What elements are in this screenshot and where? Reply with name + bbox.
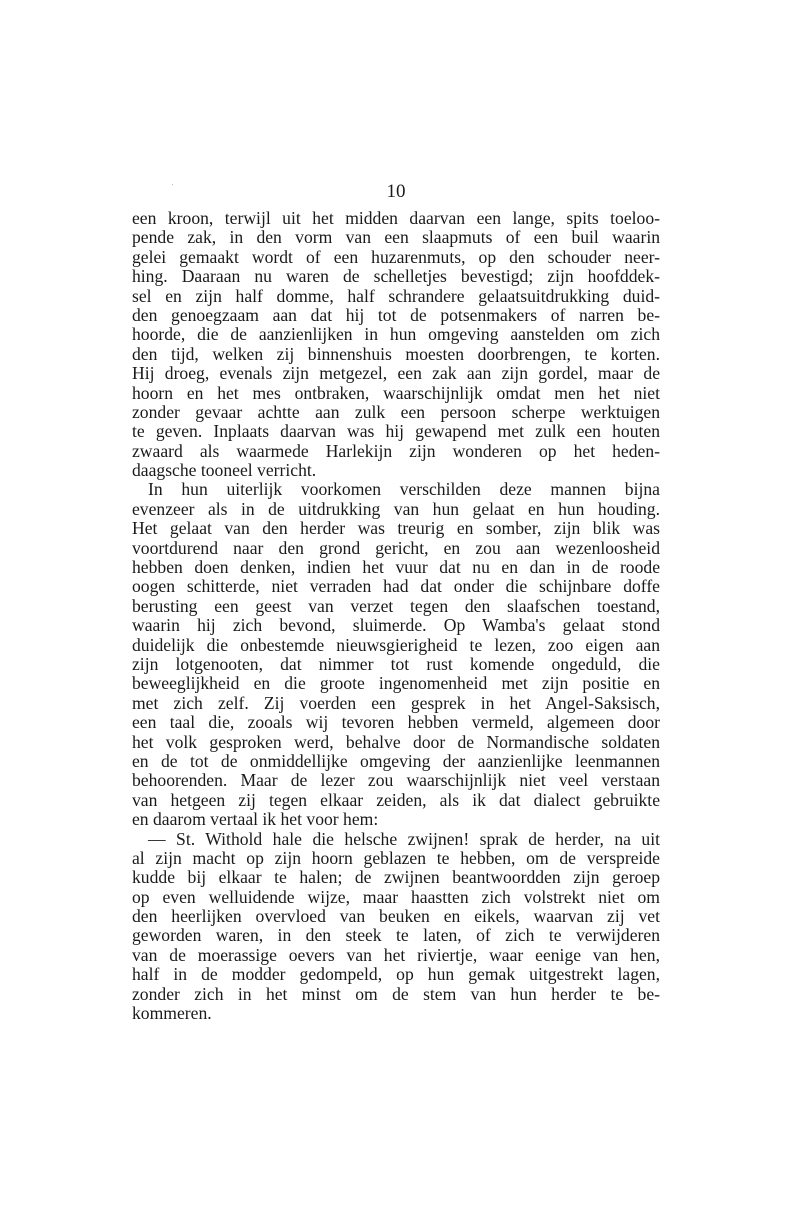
text-line: waarin hij zich bevond, sluimerde. Op Wamba's gelaat stond — [132, 616, 660, 636]
page-number: 10 — [386, 181, 406, 202]
text-line: pende zak, in den vorm van een slaapmuts of een buil waarin — [132, 228, 660, 248]
text-line: al zijn macht op zijn hoorn geblazen te hebben, om de verspreide — [132, 848, 660, 868]
text-line: Hij droeg, evenals zijn metgezel, een zak aan zijn gordel, maar de — [132, 364, 660, 384]
text-line: beweeglijkheid en die groote ingenomenheid met zijn positie en — [132, 674, 660, 694]
text-line: zonder gevaar achtte aan zulk een persoon scherpe werktuigen — [132, 402, 660, 422]
text-line: te geven. Inplaats daarvan was hij gewapend met zulk een houten — [132, 422, 660, 442]
text-line: zwaard als waarmede Harlekijn zijn wonderen op het heden- — [132, 441, 660, 461]
text-line: zijn lotgenooten, dat nimmer tot rust komende ongeduld, die — [132, 654, 660, 674]
text-line: zonder zich in het minst om de stem van hun herder te be- — [132, 984, 660, 1004]
text-line: een taal die, zooals wij tevoren hebben vermeld, algemeen door — [132, 713, 660, 733]
text-line: op even welluidende wijze, maar haastten zich volstrekt niet om — [132, 887, 660, 907]
text-line: half in de modder gedompeld, op hun gemak uitgestrekt lagen, — [132, 965, 660, 985]
text-line: den heerlijken overvloed van beuken en eikels, waarvan zij vet — [132, 907, 660, 927]
paragraph-start-line: — St. Withold hale die helsche zwijnen! sprak de herder, na uit — [148, 829, 660, 849]
text-line: hebben doen denken, indien het vuur dat nu en dan in de roode — [132, 558, 660, 578]
text-line: behoorenden. Maar de lezer zou waarschijnlijk niet veel verstaan — [132, 771, 660, 791]
text-line: duidelijk die onbestemde nieuwsgierigheid te lezen, zoo eigen aan — [132, 635, 660, 655]
text-line: het volk gesproken werd, behalve door de Normandische soldaten — [132, 732, 660, 752]
text-line: hoorn en het mes ontbraken, waarschijnlijk omdat men het niet — [132, 383, 660, 403]
text-line: geworden waren, in den steek te laten, of zich te verwijderen — [132, 926, 660, 946]
paragraph-end-line: en daarom vertaal ik het voor hem: — [132, 810, 379, 830]
text-line: den genoegzaam aan dat hij tot de potsenmakers of narren be- — [132, 305, 660, 325]
text-line: voortdurend naar den grond gericht, en zou aan wezenloosheid — [132, 538, 660, 558]
text-line: oogen schitterde, niet verraden had dat onder die schijnbare doffe — [132, 577, 660, 597]
text-line: van de moerassige oevers van het riviertje, waar eenige van hen, — [132, 945, 660, 965]
text-line: Het gelaat van den herder was treurig en somber, zijn blik was — [132, 519, 660, 539]
text-line: kudde bij elkaar te halen; de zwijnen beantwoordden zijn geroep — [132, 868, 660, 888]
text-line: hoorde, die de aanzienlijken in hun omgeving aanstelden om zich — [132, 325, 660, 345]
paragraph-end-line: daagsche tooneel verricht. — [132, 461, 317, 481]
text-line: van hetgeen zij tegen elkaar zeiden, als ik dat dialect gebruikte — [132, 790, 660, 810]
text-line: gelei gemaakt wordt of een huzarenmuts, op den schouder neer- — [132, 247, 660, 267]
text-line: berusting een geest van verzet tegen den slaafschen toestand, — [132, 596, 660, 616]
text-line: hing. Daaraan nu waren de schelletjes bevestigd; zijn hoofddek- — [132, 267, 660, 287]
body-text — [132, 209, 660, 1023]
text-line: evenzeer als in de uitdrukking van hun gelaat en hun houding. — [132, 499, 660, 519]
text-line: een kroon, terwijl uit het midden daarvan een lange, spits toeloo- — [132, 209, 660, 228]
text-line: sel en zijn half domme, half schrandere gelaatsuitdrukking duid- — [132, 286, 660, 306]
paragraph-end-line: kommeren. — [132, 1004, 212, 1024]
text-line: den tijd, welken zij binnenshuis moesten doorbrengen, te korten. — [132, 344, 660, 364]
text-line: met zich zelf. Zij voerden een gesprek in het Angel-Saksisch, — [132, 693, 660, 713]
text-line: en de tot de onmiddellijke omgeving der aanzienlijke leenmannen — [132, 751, 660, 771]
paragraph-start-line: In hun uiterlijk voorkomen verschilden deze mannen bijna — [148, 480, 660, 500]
